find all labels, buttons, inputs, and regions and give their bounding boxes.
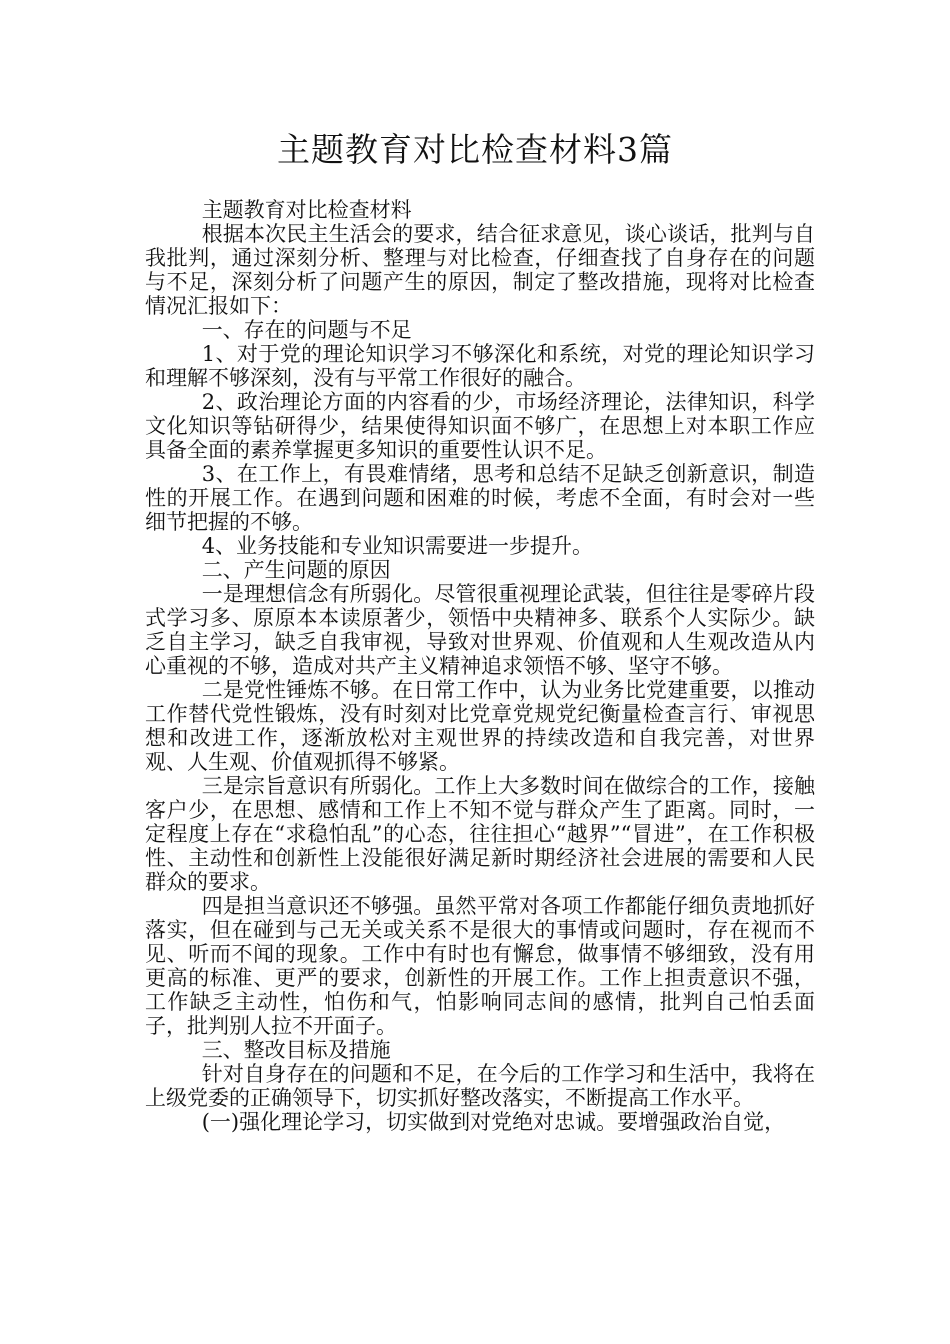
paragraph-cause-2: 二是党性锤炼不够。在日常工作中，认为业务比党建重要，以推动工作替代党性锻炼，没有时刻对比党章党规党纪衡量检查言行、审视思想和改进工作，逐渐放松对主观世界的持续改造和自我完善，对世界观、人生观、价值观抓得不够紧。 — [145, 678, 815, 774]
paragraph-subtitle: 主题教育对比检查材料 — [201, 198, 412, 222]
paragraph-problem-4: 4、业务技能和专业知识需要进一步提升。 — [201, 534, 594, 558]
document-title: 主题教育对比检查材料3篇 — [277, 130, 673, 169]
paragraph-measures-intro: 针对自身存在的问题和不足，在今后的工作学习和生活中，我将在上级党委的正确领导下，切实抓好整改落实，不断提高工作水平。 — [145, 1062, 815, 1110]
paragraph-problem-3: 3、在工作上，有畏难情绪，思考和总结不足缺乏创新意识，制造性的开展工作。在遇到问题和困难的时候，考虑不全面，有时会对一些细节把握的不够。 — [145, 462, 815, 534]
paragraph-intro: 根据本次民主生活会的要求，结合征求意见，谈心谈话，批判与自我批判，通过深刻分析、整理与对比检查，仔细查找了自身存在的问题与不足，深刻分析了问题产生的原因，制定了整改措施，现将对比检查情况汇报如下： — [145, 222, 815, 318]
paragraph-problem-2: 2、政治理论方面的内容看的少，市场经济理论，法律知识，科学文化知识等钻研得少，结果使得知识面不够广，在思想上对本职工作应具备全面的素养掌握更多知识的重要性认识不足。 — [145, 390, 815, 462]
paragraph-cause-4: 四是担当意识还不够强。虽然平常对各项工作都能仔细负责地抓好落实，但在碰到与己无关或关系不是很大的事情或问题时，存在视而不见、听而不闻的现象。工作中有时也有懈怠，做事情不够细致，没有用更高的标准、更严的要求，创新性的开展工作。工作上担责意识不强，工作缺乏主动性，怕伤和气，怕影响同志间的感情，批判自己怕丢面子，批判别人拉不开面子。 — [145, 894, 815, 1038]
document-body — [145, 198, 815, 1134]
section-heading-measures: 三、整改目标及措施 — [201, 1038, 391, 1062]
paragraph-cause-3: 三是宗旨意识有所弱化。工作上大多数时间在做综合的工作，接触客户少，在思想、感情和工作上不知不觉与群众产生了距离。同时，一定程度上存在“求稳怕乱”的心态，往往担心“越界”“冒进”，在工作积极性、主动性和创新性上没能很好满足新时期经济社会进展的需要和人民群众的要求。 — [145, 774, 815, 894]
section-heading-problems: 一、存在的问题与不足 — [201, 318, 412, 342]
section-heading-causes: 二、产生问题的原因 — [201, 558, 391, 582]
paragraph-measure-1: (一)强化理论学习，切实做到对党绝对忠诚。要增强政治自觉， — [201, 1110, 786, 1134]
paragraph-cause-1: 一是理想信念有所弱化。尽管很重视理论武装，但往往是零碎片段式学习多、原原本本读原著少，领悟中央精神多、联系个人实际少。缺乏自主学习，缺乏自我审视，导致对世界观、价值观和人生观改造从内心重视的不够，造成对共产主义精神追求领悟不够、坚守不够。 — [145, 582, 815, 678]
paragraph-problem-1: 1、对于党的理论知识学习不够深化和系统，对党的理论知识学习和理解不够深刻，没有与平常工作很好的融合。 — [145, 342, 815, 390]
